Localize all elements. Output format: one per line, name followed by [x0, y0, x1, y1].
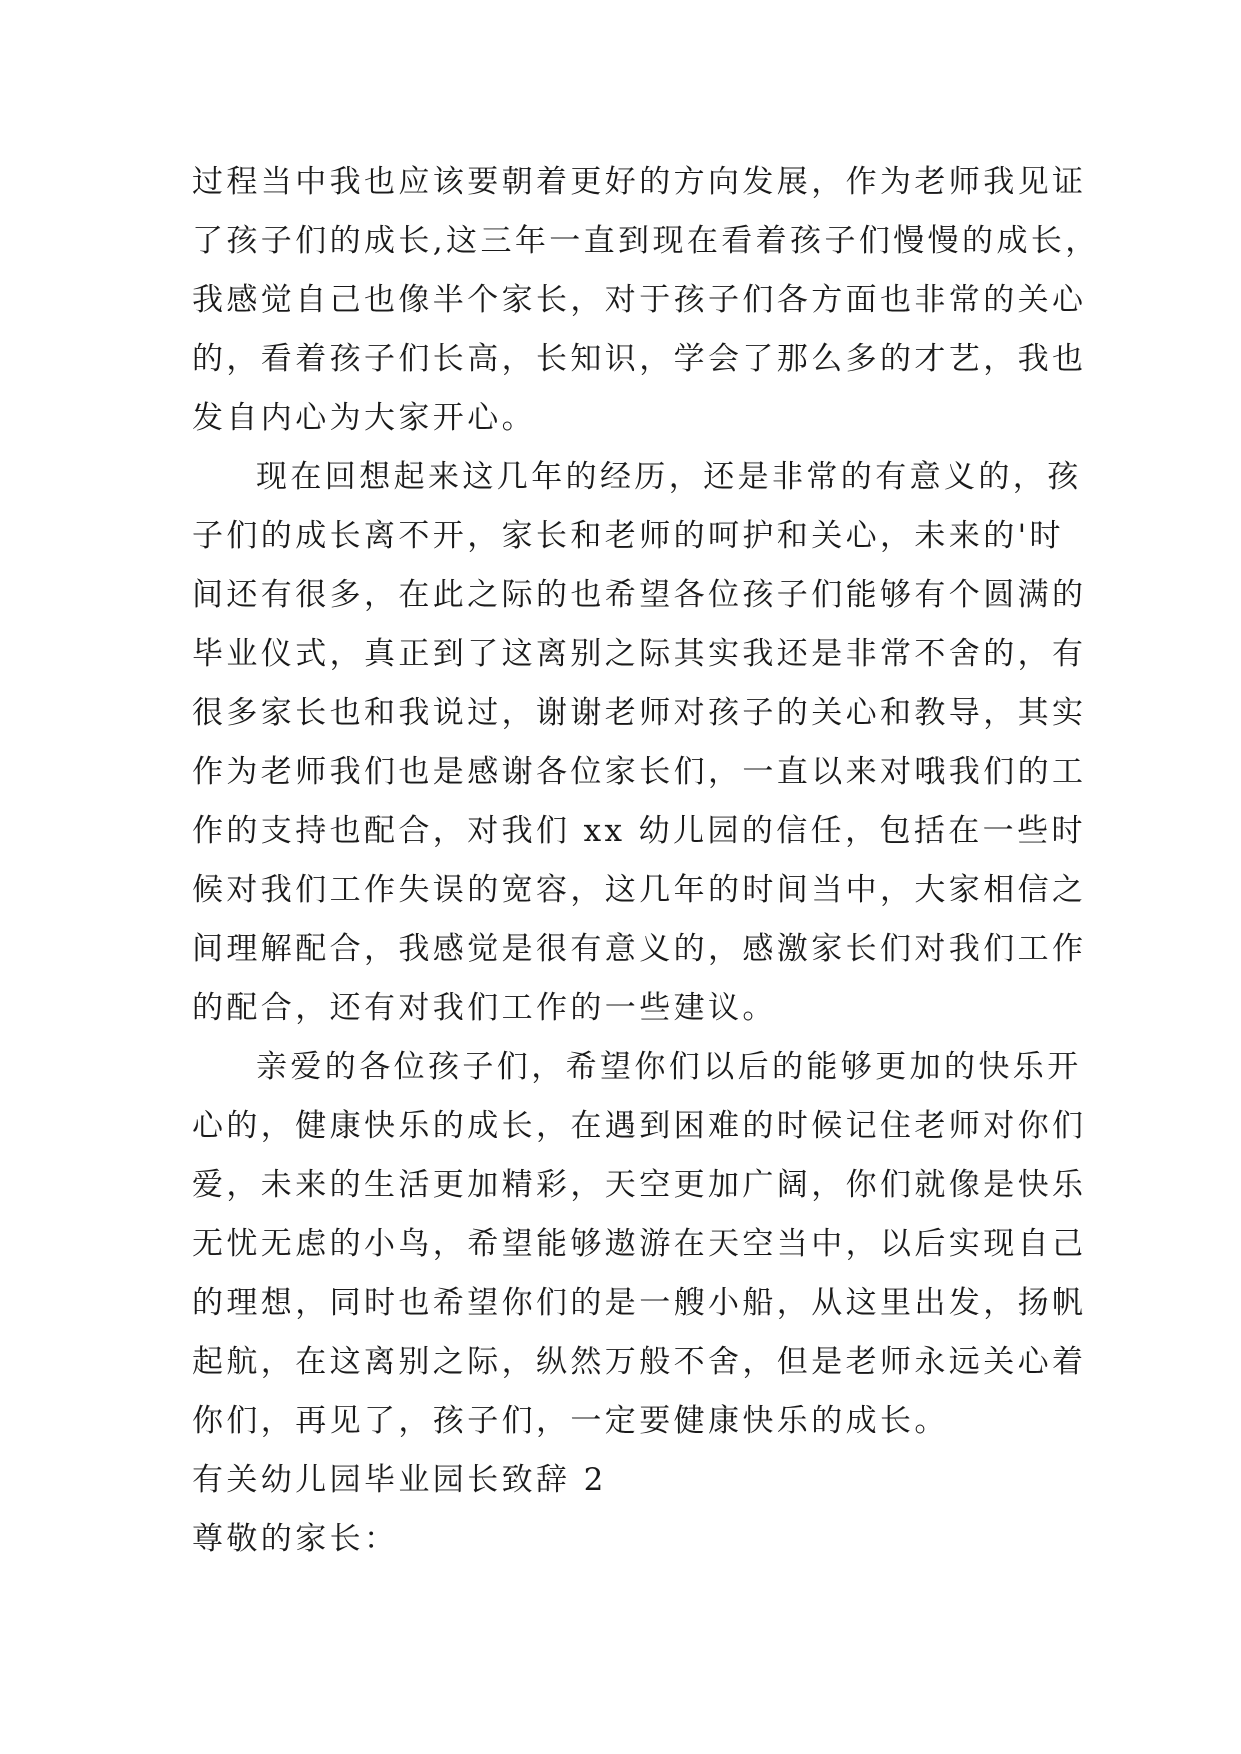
paragraph-3-line-4: 无忧无虑的小鸟，希望能够遨游在天空当中，以后实现自己 — [192, 1226, 1087, 1262]
paragraph-3-line-1: 亲爱的各位孩子们，希望你们以后的能够更加的快乐开 — [256, 1049, 1082, 1085]
paragraph-2-line-6: 作为老师我们也是感谢各位家长们，一直以来对哦我们的工 — [192, 754, 1087, 790]
paragraph-1-line-4: 的，看着孩子们长高，长知识，学会了那么多的才艺，我也 — [192, 341, 1087, 377]
paragraph-3-line-6: 起航，在这离别之际，纵然万般不舍，但是老师永远关心着 — [192, 1344, 1087, 1380]
paragraph-1-line-5: 发自内心为大家开心。 — [192, 400, 536, 436]
salutation: 尊敬的家长： — [192, 1521, 399, 1557]
paragraph-2-line-7: 作的支持也配合，对我们 xx 幼儿园的信任，包括在一些时 — [192, 813, 1086, 849]
paragraph-1-line-2: 了孩子们的成长,这三年一直到现在看着孩子们慢慢的成长， — [192, 223, 1100, 259]
paragraph-3-line-3: 爱，未来的生活更加精彩，天空更加广阔，你们就像是快乐 — [192, 1167, 1087, 1203]
paragraph-3-line-5: 的理想，同时也希望你们的是一艘小船，从这里出发，扬帆 — [192, 1285, 1087, 1321]
paragraph-2-line-10: 的配合，还有对我们工作的一些建议。 — [192, 990, 777, 1026]
section-heading: 有关幼儿园毕业园长致辞 2 — [192, 1462, 607, 1498]
paragraph-2-line-4: 毕业仪式，真正到了这离别之际其实我还是非常不舍的，有 — [192, 636, 1087, 672]
paragraph-2-line-8: 候对我们工作失误的宽容，这几年的时间当中，大家相信之 — [192, 872, 1087, 908]
paragraph-1-line-1: 过程当中我也应该要朝着更好的方向发展，作为老师我见证 — [192, 164, 1087, 200]
paragraph-2-line-2: 子们的成长离不开，家长和老师的呵护和关心，未来的'时 — [192, 518, 1064, 554]
paragraph-1-line-3: 我感觉自己也像半个家长，对于孩子们各方面也非常的关心 — [192, 282, 1087, 318]
paragraph-2-line-9: 间理解配合，我感觉是很有意义的，感激家长们对我们工作 — [192, 931, 1087, 967]
paragraph-3-line-2: 心的，健康快乐的成长，在遇到困难的时候记住老师对你们 — [192, 1108, 1087, 1144]
paragraph-2-line-5: 很多家长也和我说过，谢谢老师对孩子的关心和教导，其实 — [192, 695, 1087, 731]
paragraph-2-line-3: 间还有很多，在此之际的也希望各位孩子们能够有个圆满的 — [192, 577, 1087, 613]
paragraph-2-line-1: 现在回想起来这几年的经历，还是非常的有意义的，孩 — [256, 459, 1082, 495]
paragraph-3-line-7: 你们，再见了，孩子们，一定要健康快乐的成长。 — [192, 1403, 949, 1439]
